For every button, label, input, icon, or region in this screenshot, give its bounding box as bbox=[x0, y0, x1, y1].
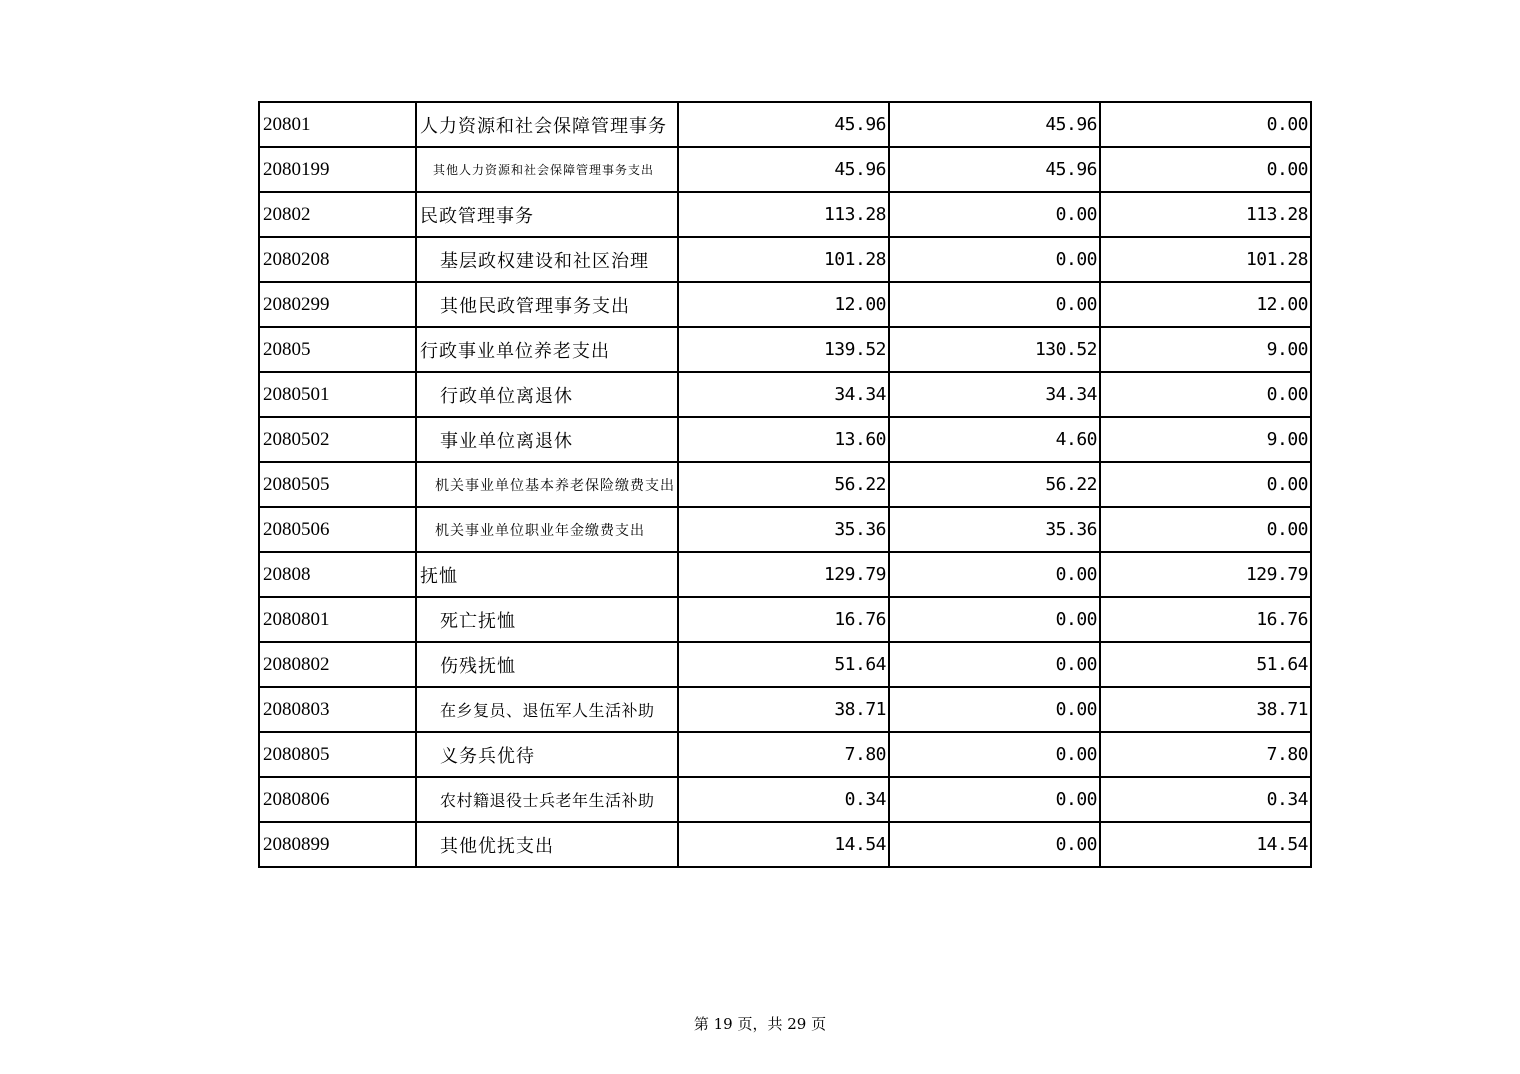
subject-code: 2080806 bbox=[259, 777, 416, 822]
subject-name: 事业单位离退休 bbox=[416, 417, 678, 462]
total-amount: 7.80 bbox=[678, 732, 889, 777]
total-amount: 34.34 bbox=[678, 372, 889, 417]
subject-name: 行政单位离退休 bbox=[416, 372, 678, 417]
subject-code: 2080505 bbox=[259, 462, 416, 507]
basic-amount: 56.22 bbox=[889, 462, 1100, 507]
project-amount: 0.00 bbox=[1100, 102, 1311, 147]
basic-amount: 0.00 bbox=[889, 732, 1100, 777]
subject-name: 机关事业单位职业年金缴费支出 bbox=[416, 507, 678, 552]
project-amount: 16.76 bbox=[1100, 597, 1311, 642]
table-row bbox=[259, 237, 1311, 282]
subject-code: 2080899 bbox=[259, 822, 416, 867]
subject-name: 行政事业单位养老支出 bbox=[416, 327, 678, 372]
project-amount: 0.00 bbox=[1100, 462, 1311, 507]
subject-name: 死亡抚恤 bbox=[416, 597, 678, 642]
basic-amount: 0.00 bbox=[889, 642, 1100, 687]
basic-amount: 0.00 bbox=[889, 777, 1100, 822]
table-row bbox=[259, 462, 1311, 507]
table-row bbox=[259, 642, 1311, 687]
subject-code: 20801 bbox=[259, 102, 416, 147]
basic-amount: 0.00 bbox=[889, 552, 1100, 597]
subject-code: 20808 bbox=[259, 552, 416, 597]
project-amount: 38.71 bbox=[1100, 687, 1311, 732]
total-amount: 45.96 bbox=[678, 102, 889, 147]
subject-code: 20802 bbox=[259, 192, 416, 237]
total-amount: 51.64 bbox=[678, 642, 889, 687]
project-amount: 113.28 bbox=[1100, 192, 1311, 237]
subject-code: 2080801 bbox=[259, 597, 416, 642]
project-amount: 9.00 bbox=[1100, 327, 1311, 372]
table-row bbox=[259, 282, 1311, 327]
basic-amount: 4.60 bbox=[889, 417, 1100, 462]
basic-amount: 0.00 bbox=[889, 282, 1100, 327]
total-amount: 35.36 bbox=[678, 507, 889, 552]
subject-name: 民政管理事务 bbox=[416, 192, 678, 237]
table-row bbox=[259, 372, 1311, 417]
subject-code: 2080501 bbox=[259, 372, 416, 417]
subject-code: 2080802 bbox=[259, 642, 416, 687]
basic-amount: 45.96 bbox=[889, 147, 1100, 192]
basic-amount: 0.00 bbox=[889, 687, 1100, 732]
basic-amount: 35.36 bbox=[889, 507, 1100, 552]
subject-code: 2080805 bbox=[259, 732, 416, 777]
subject-code: 2080506 bbox=[259, 507, 416, 552]
total-amount: 0.34 bbox=[678, 777, 889, 822]
subject-name: 其他优抚支出 bbox=[416, 822, 678, 867]
project-amount: 0.00 bbox=[1100, 372, 1311, 417]
subject-name: 基层政权建设和社区治理 bbox=[416, 237, 678, 282]
subject-code: 20805 bbox=[259, 327, 416, 372]
basic-amount: 0.00 bbox=[889, 192, 1100, 237]
subject-code: 2080208 bbox=[259, 237, 416, 282]
total-amount: 56.22 bbox=[678, 462, 889, 507]
subject-code: 2080199 bbox=[259, 147, 416, 192]
total-amount: 129.79 bbox=[678, 552, 889, 597]
subject-name: 其他民政管理事务支出 bbox=[416, 282, 678, 327]
basic-amount: 0.00 bbox=[889, 597, 1100, 642]
table-row bbox=[259, 822, 1311, 867]
total-amount: 113.28 bbox=[678, 192, 889, 237]
basic-amount: 0.00 bbox=[889, 237, 1100, 282]
basic-amount: 0.00 bbox=[889, 822, 1100, 867]
table-row bbox=[259, 597, 1311, 642]
project-amount: 101.28 bbox=[1100, 237, 1311, 282]
subject-name: 农村籍退役士兵老年生活补助 bbox=[416, 777, 678, 822]
table-row bbox=[259, 687, 1311, 732]
project-amount: 0.34 bbox=[1100, 777, 1311, 822]
project-amount: 12.00 bbox=[1100, 282, 1311, 327]
total-amount: 101.28 bbox=[678, 237, 889, 282]
table-row bbox=[259, 732, 1311, 777]
subject-name: 抚恤 bbox=[416, 552, 678, 597]
basic-amount: 130.52 bbox=[889, 327, 1100, 372]
project-amount: 0.00 bbox=[1100, 507, 1311, 552]
table-row bbox=[259, 507, 1311, 552]
total-amount: 139.52 bbox=[678, 327, 889, 372]
basic-amount: 45.96 bbox=[889, 102, 1100, 147]
subject-name: 伤残抚恤 bbox=[416, 642, 678, 687]
subject-name: 其他人力资源和社会保障管理事务支出 bbox=[416, 147, 678, 192]
table-row bbox=[259, 102, 1311, 147]
table-row bbox=[259, 552, 1311, 597]
project-amount: 7.80 bbox=[1100, 732, 1311, 777]
table-row bbox=[259, 417, 1311, 462]
basic-amount: 34.34 bbox=[889, 372, 1100, 417]
table-row bbox=[259, 192, 1311, 237]
subject-name: 义务兵优待 bbox=[416, 732, 678, 777]
table-row bbox=[259, 147, 1311, 192]
total-amount: 38.71 bbox=[678, 687, 889, 732]
table-row bbox=[259, 777, 1311, 822]
subject-name: 机关事业单位基本养老保险缴费支出 bbox=[416, 462, 678, 507]
total-amount: 13.60 bbox=[678, 417, 889, 462]
page-number-footer: 第 19 页，共 29 页 bbox=[693, 1015, 827, 1033]
total-amount: 12.00 bbox=[678, 282, 889, 327]
project-amount: 0.00 bbox=[1100, 147, 1311, 192]
subject-name: 在乡复员、退伍军人生活补助 bbox=[416, 687, 678, 732]
total-amount: 45.96 bbox=[678, 147, 889, 192]
budget-table bbox=[258, 101, 1312, 868]
subject-code: 2080502 bbox=[259, 417, 416, 462]
project-amount: 9.00 bbox=[1100, 417, 1311, 462]
subject-code: 2080803 bbox=[259, 687, 416, 732]
total-amount: 14.54 bbox=[678, 822, 889, 867]
project-amount: 51.64 bbox=[1100, 642, 1311, 687]
table-row bbox=[259, 327, 1311, 372]
total-amount: 16.76 bbox=[678, 597, 889, 642]
project-amount: 129.79 bbox=[1100, 552, 1311, 597]
subject-name: 人力资源和社会保障管理事务 bbox=[416, 102, 678, 147]
subject-code: 2080299 bbox=[259, 282, 416, 327]
project-amount: 14.54 bbox=[1100, 822, 1311, 867]
